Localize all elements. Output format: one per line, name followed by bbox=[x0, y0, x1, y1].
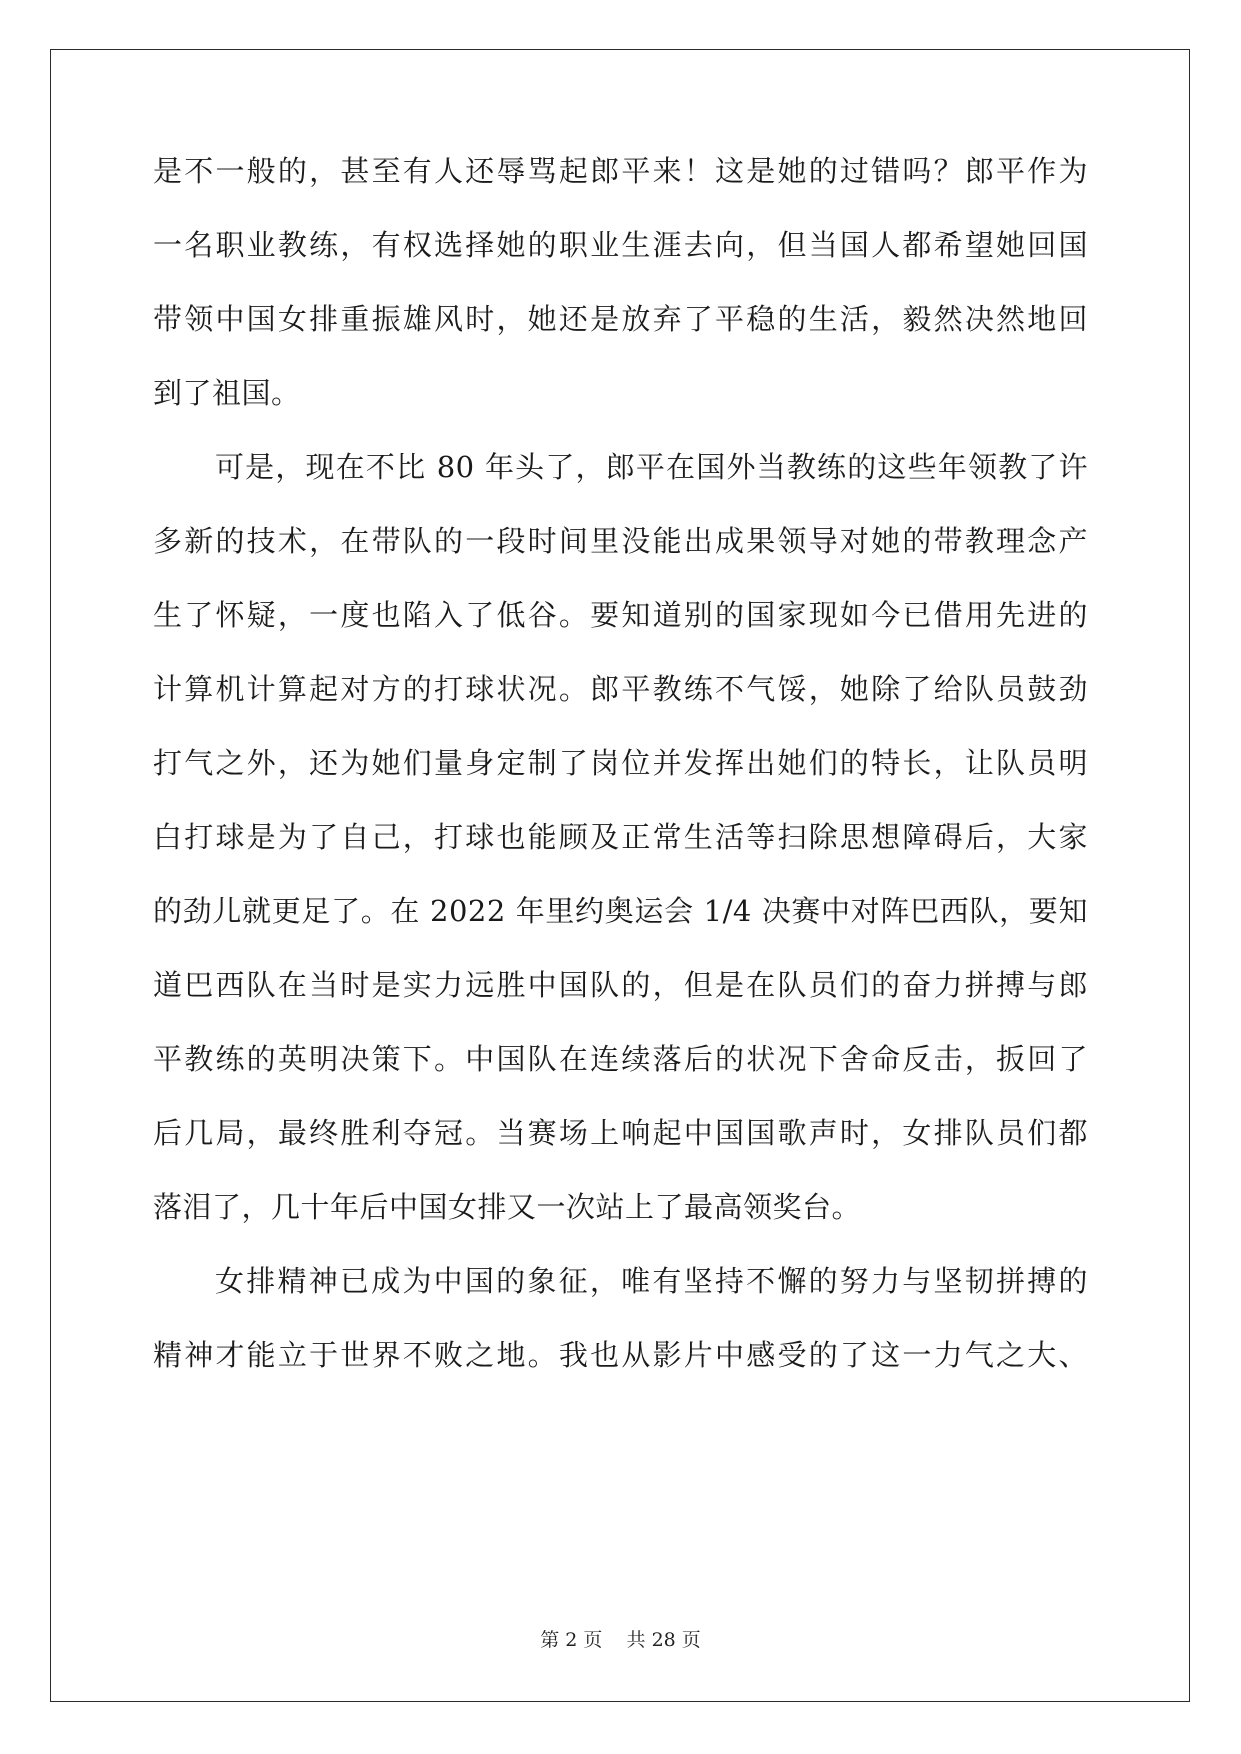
text-line: 的劲儿就更足了。在 2022 年里约奥运会 1/4 决赛中对阵巴西队，要知 bbox=[153, 894, 1088, 928]
footer-separator bbox=[602, 1629, 626, 1651]
text-line: 落泪了，几十年后中国女排又一次站上了最高领奖台。 bbox=[153, 1190, 862, 1224]
page-border bbox=[50, 49, 1190, 1702]
text-line: 计算机计算起对方的打球状况。郎平教练不气馁，她除了给队员鼓劲 bbox=[153, 672, 1088, 706]
text-line: 可是，现在不比 80 年头了，郎平在国外当教练的这些年领教了许 bbox=[215, 450, 1088, 484]
text-line: 带领中国女排重振雄风时，她还是放弃了平稳的生活，毅然决然地回 bbox=[153, 302, 1088, 336]
text-line: 平教练的英明决策下。中国队在连续落后的状况下舍命反击，扳回了 bbox=[153, 1042, 1088, 1076]
page-total: 共 28 页 bbox=[626, 1629, 701, 1651]
page-footer bbox=[0, 1628, 1241, 1652]
text-line: 到了祖国。 bbox=[153, 376, 301, 410]
text-line: 精神才能立于世界不败之地。我也从影片中感受的了这一力气之大、 bbox=[153, 1338, 1088, 1372]
text-line: 打气之外，还为她们量身定制了岗位并发挥出她们的特长，让队员明 bbox=[153, 746, 1088, 780]
text-line: 女排精神已成为中国的象征，唯有坚持不懈的努力与坚韧拼搏的 bbox=[215, 1264, 1088, 1298]
text-line: 多新的技术，在带队的一段时间里没能出成果领导对她的带教理念产 bbox=[153, 524, 1088, 558]
text-line: 后几局，最终胜利夺冠。当赛场上响起中国国歌声时，女排队员们都 bbox=[153, 1116, 1088, 1150]
text-line: 是不一般的，甚至有人还辱骂起郎平来！这是她的过错吗？郎平作为 bbox=[153, 154, 1088, 188]
text-line: 白打球是为了自己，打球也能顾及正常生活等扫除思想障碍后，大家 bbox=[153, 820, 1088, 854]
text-line: 生了怀疑，一度也陷入了低谷。要知道别的国家现如今已借用先进的 bbox=[153, 598, 1088, 632]
page-number: 第 2 页 bbox=[540, 1629, 603, 1651]
text-line: 道巴西队在当时是实力远胜中国队的，但是在队员们的奋力拼搏与郎 bbox=[153, 968, 1088, 1002]
text-line: 一名职业教练，有权选择她的职业生涯去向，但当国人都希望她回国 bbox=[153, 228, 1088, 262]
